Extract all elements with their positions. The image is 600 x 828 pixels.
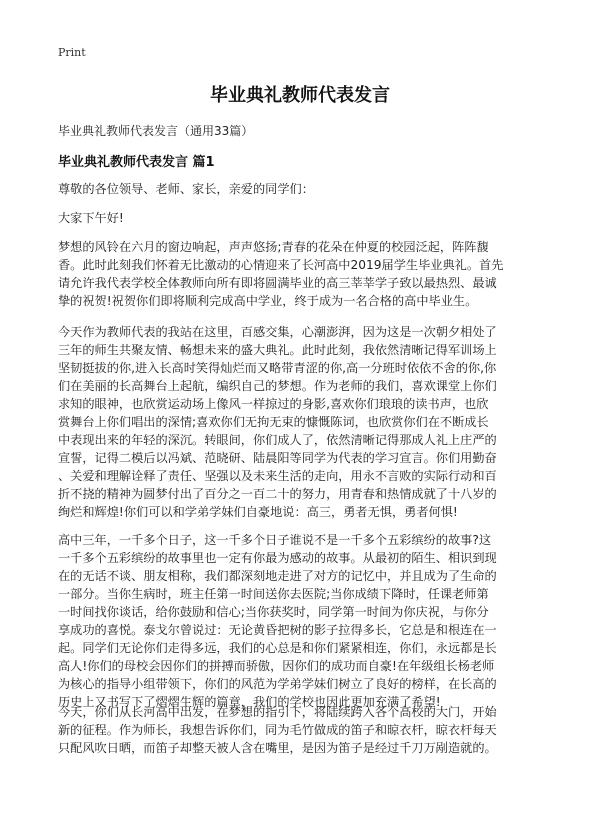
text-line: 一时间找你谈话，给你鼓励和信心;当你获奖时，同学第一时间为你庆祝，与你分 (58, 605, 489, 619)
text-line: 挚的祝贺!祝贺你们即将顺利完成高中学业，终于成为一名合格的高中毕业生。 (58, 294, 478, 308)
greeting-line: 尊敬的各位领导、老师、家长，亲爱的同学们： (58, 182, 314, 196)
text-line: 一部分。当你生病时，班主任第一时间送你去医院;当你成绩下降时，任课老师第 (58, 587, 489, 601)
text-line: 们在美丽的长高舞台上起航，编织自己的梦想。作为老师的我们，喜欢课堂上你们 (58, 379, 497, 393)
text-line: 高人!你们的母校会因你们的拼搏而骄傲，因你们的成功而自豪!在年级组长杨老师 (58, 659, 495, 673)
page-title: 毕业典礼教师代表发言 (210, 85, 390, 106)
text-line: 三年的师生共聚友情、畅想未来的盛大典礼。此时此刻，我依然清晰记得军训场上 (58, 343, 497, 357)
body-paragraph-3 (58, 531, 542, 711)
body-paragraph-2 (58, 323, 542, 521)
text-line: 、关爱和理解诠释了责任、坚强以及未来生活的走向，用永不言败的实际行动和百 (58, 469, 497, 483)
text-line: 求知的眼神，也欣赏运动场上像风一样掠过的身影,喜欢你们琅琅的读书声，也欣 (58, 397, 489, 411)
text-line: 一千多个五彩缤纷的故事里也一定有你最为感动的故事。从最初的陌生、相识到现 (58, 551, 497, 565)
text-line: 绚烂和辉煌!你们可以和学弟学妹们自豪地说：高三，勇者无惧，勇者何惧! (58, 505, 458, 519)
text-line: 坚韧挺拔的你,进入长高时笑得灿烂而又略带青涩的你,高一分班时依依不舍的你,你 (58, 361, 497, 375)
print-label: Print (58, 46, 86, 59)
text-line: 在的无话不谈、朋友相称，我们都深刻地走进了对方的记忆中，并且成为了生命的 (58, 569, 497, 583)
text-line: 历史上又书写下了熠熠生辉的篇章，我们的学校也因此更加充满了希望! (58, 695, 441, 709)
text-line: 今天作为教师代表的我站在这里，百感交集，心潮澎湃，因为这是一次朝夕相处了 (58, 325, 497, 339)
text-line: 新的征程。作为师长，我想告诉你们，同为毛竹做成的笛子和晾衣杆，晾衣杆每天 (58, 723, 497, 737)
text-line: 高中三年，一千多个日子，这一千多个日子谁说不是一千多个五彩缤纷的故事?这 (58, 533, 492, 547)
hello-line: 大家下午好! (58, 211, 124, 225)
text-line: 宣誓，记得二模后以冯斌、范晓研、陆晨阳等同学为代表的学习宣言。你们用勤奋 (58, 451, 497, 465)
hello-paragraph (58, 209, 542, 227)
body-paragraph-1 (58, 238, 542, 310)
section-heading: 毕业典礼教师代表发言 篇1 (58, 155, 215, 170)
body-paragraph-4 (58, 703, 542, 757)
text-line: 享成功的喜悦。泰戈尔曾说过：无论黄昏把树的影子拉得多长，它总是和根连在一 (58, 623, 497, 637)
text-line: 赏舞台上你们唱出的深情;喜欢你们无拘无束的慷慨陈词，也欣赏你们在不断成长 (58, 415, 489, 429)
text-line: 请允许我代表学校全体教师向所有即将圆满毕业的高三莘莘学子致以最热烈、最诚 (58, 276, 497, 290)
text-line: 今天，你们从长河高中出发，在梦想的指引下，将陆续跨入各个高校的大门，开始 (58, 705, 497, 719)
text-line: 为核心的指导小组带领下，你们的风范为学弟学妹们树立了良好的榜样，在长高的 (58, 677, 497, 691)
text-line: 中表现出来的年轻的深沉。转眼间，你们成人了，依然清晰记得那成人礼上庄严的 (58, 433, 497, 447)
text-line: 折不挠的精神为圆梦付出了百分之一百二十的努力，用青春和热情成就了十八岁的 (58, 487, 497, 501)
text-line: 香。此时此刻我们怀着无比激动的心情迎来了长河高中2019届学生毕业典礼。首先 (58, 258, 504, 272)
text-line: 只配风吹日晒，而笛子却整天被人含在嘴里，是因为笛子是经过千刀万剐造就的。 (58, 741, 497, 755)
text-line: 梦想的风铃在六月的窗边响起，声声悠扬;青春的花朵在仲夏的校园泛起，阵阵馥 (58, 240, 489, 254)
text-line: 起。同学们无论你们走得多远，我们的心总是和你们紧紧相连，你们，永远都是长 (58, 641, 497, 655)
document-subtitle: 毕业典礼教师代表发言（通用33篇） (58, 124, 254, 138)
greeting-paragraph (58, 180, 542, 198)
